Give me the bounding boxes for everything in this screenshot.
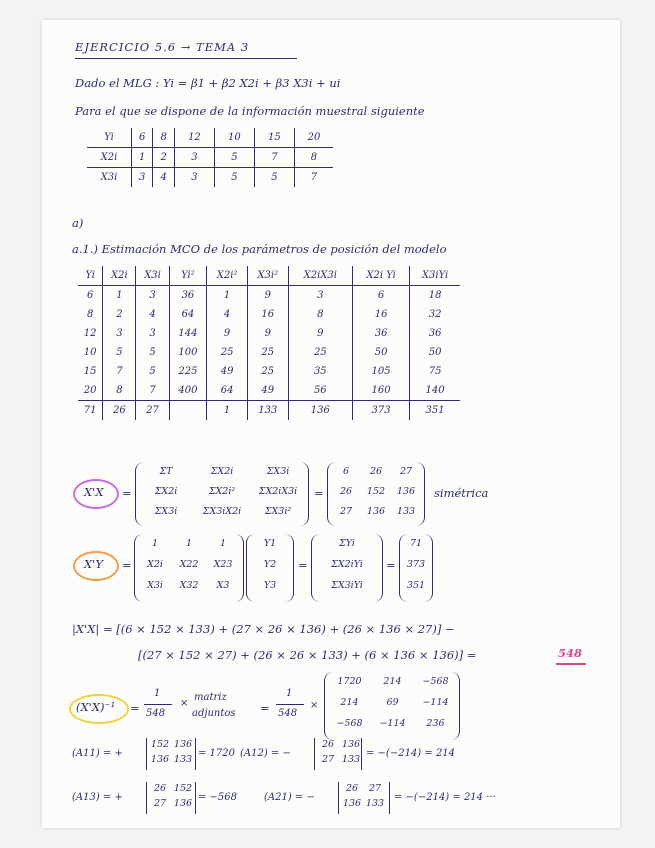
adjugate-entry: −568 [336,718,363,729]
table-cell: 9 [247,324,288,343]
table-cell: 16 [353,305,410,324]
column-header: X2i [103,266,136,286]
table-cell: 144 [169,324,207,343]
numeric-entry: 152 [366,486,386,497]
exercise-title: EJERCICIO 5.6 → TEMA 3 [75,40,250,54]
times-sign-2: × [310,700,319,711]
x-transpose-matrix [134,534,244,602]
sum-entry: ΣYi [339,538,355,549]
section-a-label: a) [72,216,84,230]
table-cell: 49 [247,381,288,401]
table-cell: 35 [288,362,352,381]
minor-entry: 26 [153,783,167,794]
numeric-entry: 26 [369,466,383,477]
table-cell: 8 [86,309,94,320]
minor-entry: 152 [173,783,193,794]
table-cell: 20 [78,381,103,401]
table-row [78,381,460,401]
xtx-label: X'X [84,485,104,499]
minor-entry: 136 [342,798,362,809]
sum-vector [311,534,383,602]
section-a1-heading: a.1.) Estimación MCO de los parámetros de posición del modelo [72,242,447,256]
xty-equals-3: = [386,558,396,572]
column-header: X3i² [247,266,288,286]
table-cell: 6 [353,286,410,306]
symbolic-entry: ΣX2i [154,486,178,497]
data-cell: 7 [294,168,333,188]
table-cell: 5 [136,362,169,381]
table-cell: 50 [353,343,410,362]
table-row [78,286,460,306]
determinant-line-2: [(27 × 152 × 27) + (26 × 26 × 133) + (6 × 136 × 136)] = [138,648,477,662]
data-row [87,168,333,188]
determinant-result: 548 [558,646,583,660]
x-transpose-entry: 1 [151,538,159,549]
table-cell: 225 [169,362,207,381]
table-cell: 3 [136,286,169,306]
numeric-entry: 136 [396,486,416,497]
table-cell: 25 [247,362,288,381]
table-cell: 3 [103,324,136,343]
xtx-symbolic-matrix [135,462,309,526]
table-cell: 4 [207,305,248,324]
fraction-1-numerator: 1 [154,688,161,699]
total-cell: 136 [288,401,352,421]
x-transpose-entry: X22 [179,559,199,570]
a12-label: (A12) = − [240,748,291,759]
adjugate-entry: 214 [340,697,359,708]
minor-entry: 136 [341,739,361,750]
data-cell: 3 [132,168,153,188]
table-cell: 7 [136,381,169,401]
table-cell: 9 [247,286,288,306]
minor-entry: 27 [321,754,335,765]
symbolic-entry: ΣX3iX2i [202,506,242,517]
minor-entry: 136 [173,739,193,750]
table-cell: 400 [169,381,207,401]
symmetric-note: simétrica [434,486,489,500]
adjugate-entry: −568 [422,676,449,687]
a11-label: (A11) = + [72,748,123,759]
symbolic-entry: ΣX2i [210,466,234,477]
a12-minor [314,738,362,770]
symbolic-entry: ΣX2i² [208,486,236,497]
adjugate-entry: 69 [386,697,399,708]
fraction-2-denominator: 548 [278,708,298,719]
data-cell: 2 [153,148,174,168]
numeric-entry: 27 [399,466,413,477]
adjugate-entry: 1720 [337,676,362,687]
xtx-numeric-matrix [327,462,425,526]
table-cell: 1 [103,286,136,306]
symbolic-entry: ΣX3i [154,506,178,517]
a21-result: = −(−214) = 214 ··· [394,792,496,803]
table-row [78,362,460,381]
table-cell: 75 [410,362,460,381]
a13-label: (A13) = + [72,792,123,803]
total-cell: 26 [103,401,136,421]
table-cell: 10 [83,347,97,358]
x-transpose-entry: X3 [216,580,230,591]
matriz-word: matriz [194,692,227,703]
x-transpose-entry: 1 [219,538,227,549]
column-header: Yi² [169,266,207,286]
x-transpose-entry: X2i [147,559,163,570]
table-cell: 50 [410,343,460,362]
y-entry: Y2 [263,559,277,570]
xty-label: X'Y [84,557,103,571]
result-underline [556,663,586,665]
data-row [87,128,333,148]
xty-value: 71 [409,538,423,549]
data-cell: 5 [214,168,254,188]
column-header: X2iX3i [288,266,352,286]
table-cell: 36 [353,324,410,343]
table-cell: 18 [410,286,460,306]
adjugate-entry: −114 [422,697,449,708]
table-cell: 8 [288,305,352,324]
xty-numeric-vector [399,534,433,602]
a13-result: = −568 [198,792,238,803]
table-cell: 6 [86,290,94,301]
row-label: X3i [100,172,118,183]
minor-entry: 27 [368,783,382,794]
table-cell: 36 [169,286,207,306]
numeric-entry: 27 [339,506,353,517]
row-label: X2i [87,148,132,168]
table-cell: 36 [410,324,460,343]
times-sign: × [180,698,189,709]
computation-table [78,266,460,420]
table-cell: 5 [136,343,169,362]
minor-entry: 133 [365,798,385,809]
a13-minor [146,782,196,814]
table-cell: 25 [207,343,248,362]
column-header: X2i² [207,266,248,286]
adjugate-entry: 214 [383,676,402,687]
minor-entry: 133 [173,754,193,765]
table-cell: 64 [207,381,248,401]
inverse-equals-2: = [260,701,270,715]
table-cell: 9 [288,324,352,343]
data-cell: 5 [254,168,294,188]
xtx-equals: = [122,486,132,500]
x-transpose-entry: 1 [185,538,193,549]
totals-row [78,401,460,421]
symbolic-entry: ΣX3i² [264,506,292,517]
table-row [78,324,460,343]
adjugate-entry: −114 [379,718,406,729]
data-cell: 15 [254,128,294,148]
minor-entry: 26 [321,739,335,750]
a11-result: = 1720 [198,748,236,759]
x-transpose-entry: X23 [213,559,233,570]
data-cell: 3 [174,148,214,168]
total-cell: 351 [410,401,460,421]
column-header: X2i Yi [353,266,410,286]
symbolic-entry: ΣT [159,466,173,477]
xty-value: 351 [406,580,426,591]
y-entry: Y1 [263,538,277,549]
total-cell: 71 [83,405,97,416]
fraction-1-bar [144,704,172,705]
table-cell: 3 [136,324,169,343]
table-cell: 32 [410,305,460,324]
inverse-label: (X'X)⁻¹ [76,700,116,714]
table-cell: 2 [103,305,136,324]
adjuntos-word: adjuntos [192,708,236,719]
a11-minor [146,738,196,770]
fraction-2-numerator: 1 [286,688,293,699]
data-cell: 20 [294,128,333,148]
table-cell: 160 [353,381,410,401]
table-cell: 5 [103,343,136,362]
table-cell: 1 [207,286,248,306]
xty-value: 373 [406,559,426,570]
info-statement: Para el que se dispone de la información muestral siguiente [75,104,425,118]
model-statement: Dado el MLG : Yi = β1 + β2 X2i + β3 X3i + ui [75,76,341,90]
a12-result: = −(−214) = 214 [366,748,456,759]
table-cell: 100 [169,343,207,362]
column-header: Yi [78,266,103,286]
symbolic-entry: ΣX2iX3i [258,486,298,497]
total-cell [169,401,207,421]
total-cell: 27 [136,401,169,421]
table-cell: 25 [247,343,288,362]
table-row [78,305,460,324]
table-cell: 140 [410,381,460,401]
column-header: X3iYi [410,266,460,286]
data-cell: 7 [254,148,294,168]
total-cell: 133 [247,401,288,421]
table-cell: 8 [103,381,136,401]
symbolic-entry: ΣX3i [266,466,290,477]
x-transpose-entry: X3i [147,580,163,591]
minor-entry: 136 [173,798,193,809]
fraction-1-denominator: 548 [146,708,166,719]
table-cell: 64 [169,305,207,324]
numeric-entry: 133 [396,506,416,517]
fraction-2-bar [276,704,304,705]
numeric-entry: 136 [366,506,386,517]
adjugate-matrix [324,672,460,740]
sum-entry: ΣX2iYi [331,559,363,570]
data-cell: 4 [153,168,174,188]
y-vector [246,534,294,602]
total-cell: 373 [353,401,410,421]
data-cell: 1 [132,148,153,168]
data-cell: 12 [174,128,214,148]
data-cell: 6 [132,128,153,148]
y-entry: Y3 [263,580,277,591]
table-cell: 12 [83,328,97,339]
table-cell: 9 [207,324,248,343]
table-cell: 105 [353,362,410,381]
minor-entry: 152 [150,739,170,750]
minor-entry: 136 [150,754,170,765]
numeric-entry: 26 [339,486,353,497]
table-cell: 4 [136,305,169,324]
column-header: X3i [136,266,169,286]
title-underline [75,58,297,59]
total-cell: 1 [207,401,248,421]
x-transpose-entry: X32 [179,580,199,591]
xty-equals: = [122,558,132,572]
notebook-page [42,20,620,828]
data-cell: 10 [214,128,254,148]
sample-data-table [87,128,333,187]
data-cell: 8 [294,148,333,168]
minor-entry: 26 [345,783,359,794]
table-cell: 56 [288,381,352,401]
data-row [87,148,333,168]
xty-equals-2: = [298,558,308,572]
determinant-line-1: |X'X| = [(6 × 152 × 133) + (27 × 26 × 136) + (26 × 136 × 27)] − [72,622,455,636]
minor-entry: 27 [153,798,167,809]
numeric-entry: 6 [342,466,350,477]
table-cell: 25 [288,343,352,362]
table-cell: 15 [83,366,97,377]
a21-minor [338,782,390,814]
adjugate-entry: 236 [426,718,445,729]
data-cell: 5 [214,148,254,168]
sum-entry: ΣX3iYi [331,580,363,591]
table-cell: 49 [207,362,248,381]
minor-entry: 133 [341,754,361,765]
table-cell: 3 [288,286,352,306]
table-cell: 16 [247,305,288,324]
inverse-equals: = [130,701,140,715]
table-row [78,343,460,362]
xtx-equals-2: = [314,486,324,500]
data-cell: 8 [153,128,174,148]
table-cell: 7 [103,362,136,381]
data-cell: 3 [174,168,214,188]
row-label: Yi [87,128,132,148]
a21-label: (A21) = − [264,792,315,803]
